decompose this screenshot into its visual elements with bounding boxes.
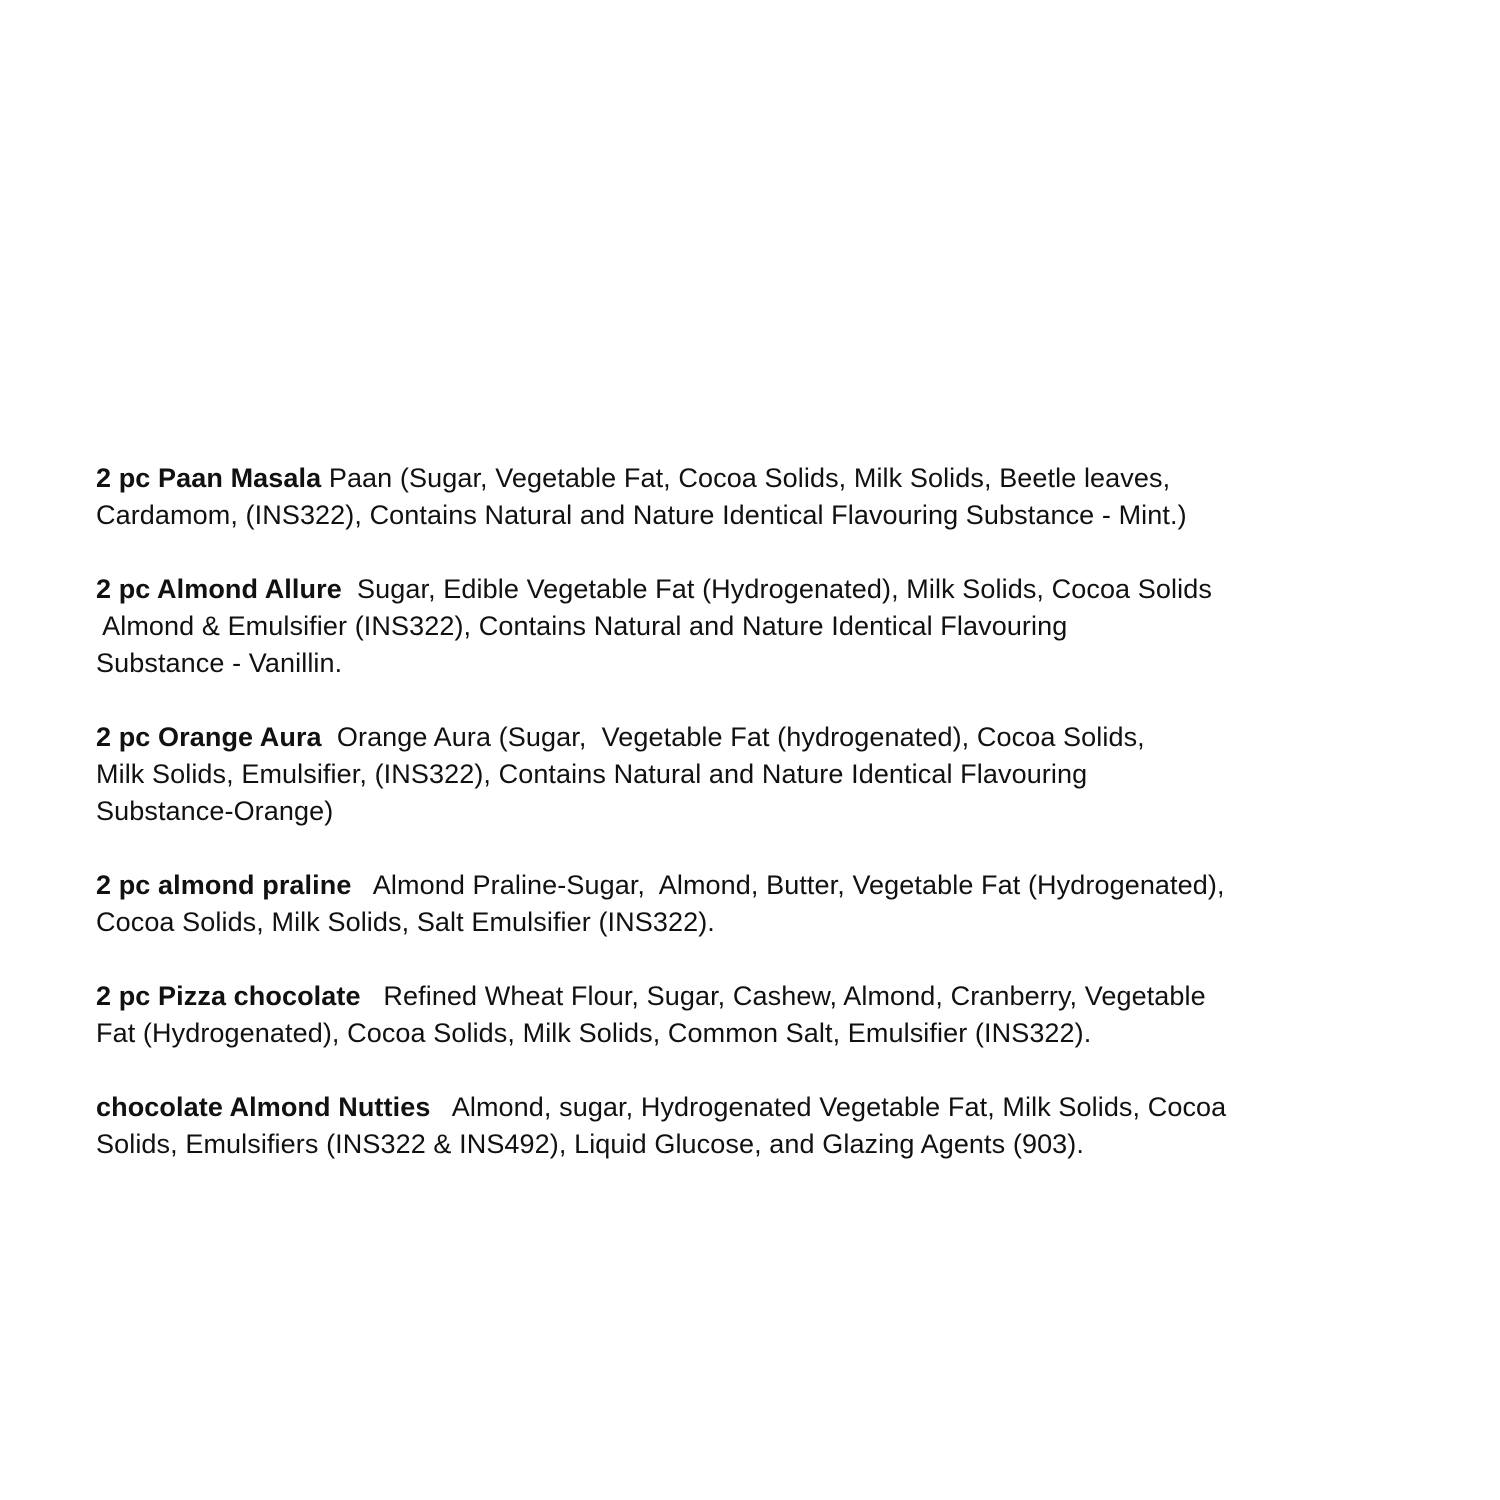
ingredient-text: Sugar, Edible Vegetable Fat (Hydrogenated), Milk Solids, Cocoa Solids <box>341 574 1212 604</box>
product-name: 2 pc Almond Allure <box>96 574 342 604</box>
ingredient-entry-pizza-chocolate <box>96 978 1406 1052</box>
ingredient-text: Refined Wheat Flour, Sugar, Cashew, Almond, Cranberry, Vegetable <box>360 981 1206 1011</box>
ingredient-text: Cardamom, (INS322), Contains Natural and Nature Identical Flavouring Substance - Mint.) <box>96 500 1187 530</box>
ingredient-text: Solids, Emulsifiers (INS322 & INS492), Liquid Glucose, and Glazing Agents (903). <box>96 1129 1084 1159</box>
ingredient-text: Almond Praline-Sugar, Almond, Butter, Vegetable Fat (Hydrogenated), <box>351 870 1225 900</box>
ingredient-text: Fat (Hydrogenated), Cocoa Solids, Milk Solids, Common Salt, Emulsifier (INS322). <box>96 1018 1092 1048</box>
ingredient-entry-orange-aura <box>96 719 1406 830</box>
product-name: 2 pc Pizza chocolate <box>96 981 361 1011</box>
ingredient-text: Paan (Sugar, Vegetable Fat, Cocoa Solids, Milk Solids, Beetle leaves, <box>321 463 1171 493</box>
ingredient-entry-almond-praline <box>96 867 1406 941</box>
entry-line <box>96 1089 1406 1126</box>
entry-line <box>96 867 1406 904</box>
entry-line <box>96 719 1406 756</box>
entry-line <box>96 571 1406 608</box>
ingredient-text: Orange Aura (Sugar, Vegetable Fat (hydrogenated), Cocoa Solids, <box>321 722 1145 752</box>
entry-line <box>96 978 1406 1015</box>
product-name: 2 pc almond praline <box>96 870 352 900</box>
ingredient-text: Almond & Emulsifier (INS322), Contains Natural and Nature Identical Flavouring <box>96 611 1068 641</box>
ingredient-text: Almond, sugar, Hydrogenated Vegetable Fat, Milk Solids, Cocoa <box>430 1092 1227 1122</box>
ingredients-list <box>96 460 1406 1200</box>
ingredient-text: Substance-Orange) <box>96 796 334 826</box>
ingredient-entry-paan-masala <box>96 460 1406 534</box>
ingredient-text: Cocoa Solids, Milk Solids, Salt Emulsifier (INS322). <box>96 907 715 937</box>
product-name: 2 pc Paan Masala <box>96 463 322 493</box>
ingredient-text: Substance - Vanillin. <box>96 648 343 678</box>
ingredient-text: Milk Solids, Emulsifier, (INS322), Contains Natural and Nature Identical Flavouring <box>96 759 1088 789</box>
ingredient-entry-almond-allure <box>96 571 1406 682</box>
product-name: chocolate Almond Nutties <box>96 1092 431 1122</box>
entry-line <box>96 460 1406 497</box>
ingredient-entry-chocolate-almond-nutties <box>96 1089 1406 1163</box>
product-name: 2 pc Orange Aura <box>96 722 322 752</box>
